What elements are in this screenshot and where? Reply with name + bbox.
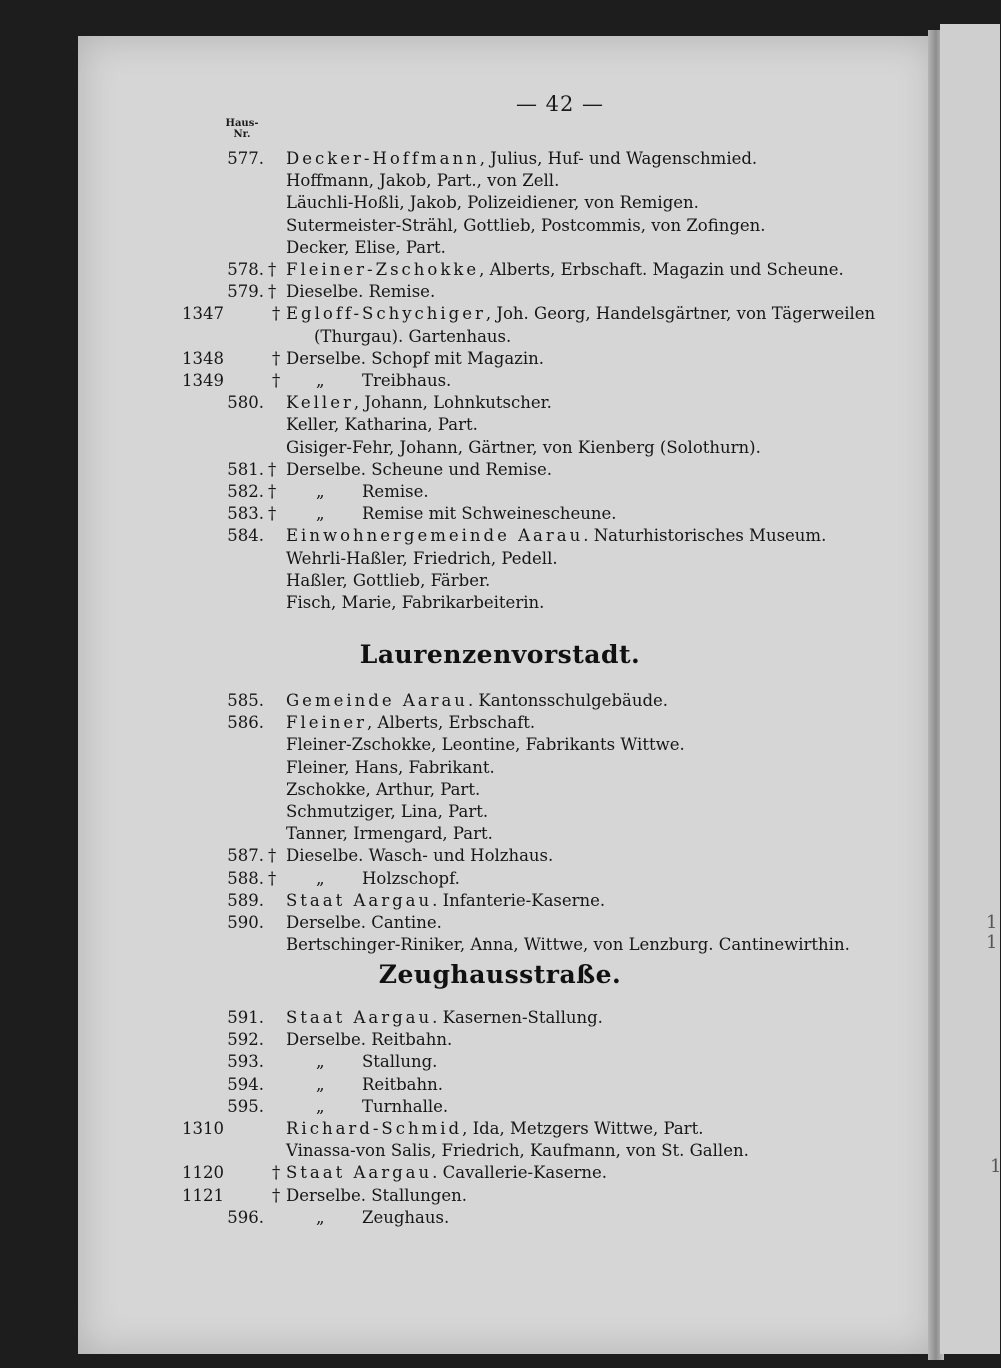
directory-row bbox=[0, 525, 1000, 547]
entry-text bbox=[286, 690, 668, 712]
page-number: — 42 — bbox=[515, 92, 605, 116]
entry-text bbox=[286, 734, 685, 756]
owner-name: Fleiner bbox=[286, 713, 368, 733]
entry-details: Derselbe. Reitbahn. bbox=[286, 1030, 453, 1050]
facing-page-mark: 1 bbox=[990, 1156, 1001, 1177]
ditto-mark: „ bbox=[316, 482, 325, 501]
entry-text bbox=[314, 326, 511, 348]
entry-details: Haßler, Gottlieb, Färber. bbox=[286, 570, 491, 590]
owner-name: Richard-Schmid bbox=[286, 1119, 463, 1138]
entry-text bbox=[286, 1185, 467, 1207]
directory-row bbox=[0, 845, 1000, 867]
directory-row bbox=[0, 503, 1000, 525]
directory-row bbox=[0, 570, 1000, 592]
directory-row bbox=[0, 170, 1000, 192]
entry-text bbox=[286, 170, 559, 192]
owner-name: Staat Aargau bbox=[286, 890, 433, 910]
house-number: 580. bbox=[227, 393, 264, 413]
ditto-mark: „ bbox=[316, 371, 325, 390]
entry-text bbox=[286, 148, 757, 170]
directory-row bbox=[0, 1007, 1000, 1029]
house-number: 586. bbox=[227, 713, 264, 733]
entry-text bbox=[286, 237, 446, 259]
directory-row bbox=[0, 370, 1000, 392]
entry-text bbox=[286, 1007, 603, 1029]
directory-row bbox=[0, 690, 1000, 712]
entry-details: Tanner, Irmengard, Part. bbox=[286, 824, 493, 844]
dagger-mark: † bbox=[272, 1163, 281, 1183]
entry-details: Läuchli-Hoßli, Jakob, Polizeidiener, von Remigen. bbox=[286, 193, 699, 213]
entry-text bbox=[286, 779, 480, 801]
directory-row bbox=[0, 823, 1000, 845]
entry-details: , Alberts, Erbschaft. Magazin und Scheune. bbox=[479, 260, 844, 279]
house-number: 592. bbox=[227, 1030, 264, 1050]
house-number: 585. bbox=[227, 691, 264, 710]
directory-row bbox=[0, 326, 1000, 348]
entry-details: Remise mit Schweinescheune. bbox=[362, 504, 617, 524]
directory-row bbox=[0, 459, 1000, 481]
entry-details: Zeughaus. bbox=[362, 1207, 450, 1227]
entry-details: . Naturhistorisches Museum. bbox=[583, 526, 827, 546]
directory-row bbox=[0, 801, 1000, 823]
entry-text bbox=[286, 1162, 607, 1184]
directory-row bbox=[0, 934, 1000, 956]
entry-text bbox=[286, 592, 544, 614]
directory-row bbox=[0, 890, 1000, 912]
directory-row bbox=[0, 548, 1000, 570]
entry-text bbox=[286, 1074, 443, 1096]
ditto-mark: „ bbox=[316, 504, 325, 524]
dagger-mark: † bbox=[272, 1185, 281, 1205]
dagger-mark: † bbox=[268, 459, 277, 479]
entry-details: Zschokke, Arthur, Part. bbox=[286, 779, 481, 799]
directory-row bbox=[0, 237, 1000, 259]
entry-text bbox=[286, 1029, 452, 1051]
entry-text bbox=[286, 570, 490, 592]
directory-row bbox=[0, 148, 1000, 170]
house-number: 593. bbox=[227, 1052, 264, 1072]
dagger-mark: † bbox=[268, 846, 277, 866]
entry-text bbox=[286, 801, 488, 823]
facing-page-mark: 1 bbox=[986, 912, 998, 933]
directory-row bbox=[0, 757, 1000, 779]
building-number: 1347 bbox=[182, 304, 224, 324]
directory-row bbox=[0, 414, 1000, 436]
directory-row bbox=[0, 1118, 1000, 1140]
house-number: 590. bbox=[227, 913, 264, 932]
entry-text bbox=[286, 414, 478, 436]
entry-details: Bertschinger-Riniker, Anna, Wittwe, von Lenzburg. Cantinewirthin. bbox=[286, 935, 850, 955]
house-number: 583. bbox=[227, 504, 264, 524]
directory-row bbox=[0, 592, 1000, 614]
entry-text bbox=[286, 868, 460, 890]
entry-details: Derselbe. Cantine. bbox=[286, 913, 442, 932]
entry-text bbox=[286, 481, 429, 503]
directory-row bbox=[0, 779, 1000, 801]
section-heading: Zeughausstraße. bbox=[378, 960, 622, 989]
entry-text bbox=[286, 1118, 703, 1140]
entry-details: Fleiner, Hans, Fabrikant. bbox=[286, 757, 495, 777]
directory-row bbox=[0, 348, 1000, 370]
house-number: 589. bbox=[227, 890, 264, 910]
entry-details: . Kantonsschulgebäude. bbox=[467, 691, 669, 710]
entry-text bbox=[286, 1096, 448, 1118]
directory-row bbox=[0, 1051, 1000, 1073]
entry-details: Vinassa-von Salis, Friedrich, Kaufmann, von St. Gallen. bbox=[286, 1141, 749, 1161]
ditto-mark: „ bbox=[316, 1207, 325, 1227]
house-number: 579. bbox=[227, 282, 264, 302]
ditto-mark: „ bbox=[316, 1096, 325, 1116]
entry-text bbox=[286, 757, 495, 779]
house-number: 578. bbox=[227, 260, 264, 279]
house-number: 594. bbox=[227, 1074, 264, 1094]
entry-text bbox=[286, 281, 435, 303]
house-number: 588. bbox=[227, 868, 264, 888]
directory-row bbox=[0, 1140, 1000, 1162]
entry-details: (Thurgau). Gartenhaus. bbox=[314, 326, 512, 346]
entry-details: . Kasernen-Stallung. bbox=[432, 1008, 603, 1027]
dagger-mark: † bbox=[268, 260, 277, 279]
owner-name: Staat Aargau bbox=[286, 1008, 433, 1027]
building-number: 1349 bbox=[182, 371, 224, 390]
entry-details: Dieselbe. Remise. bbox=[286, 282, 436, 302]
entry-details: Fisch, Marie, Fabrikarbeiterin. bbox=[286, 593, 545, 612]
house-number: 584. bbox=[227, 526, 264, 546]
entry-text bbox=[286, 1140, 749, 1162]
directory-row bbox=[0, 1207, 1000, 1229]
entry-text bbox=[286, 934, 850, 956]
entry-details: Schmutziger, Lina, Part. bbox=[286, 802, 489, 821]
directory-row bbox=[0, 303, 1000, 325]
owner-name: Fleiner-Zschokke bbox=[286, 260, 480, 279]
house-number: 577. bbox=[227, 149, 264, 168]
dagger-mark: † bbox=[268, 504, 277, 524]
entry-text bbox=[286, 525, 826, 547]
directory-row bbox=[0, 1162, 1000, 1184]
entry-details: , Joh. Georg, Handelsgärtner, von Tägerweilen bbox=[485, 304, 876, 324]
entry-text bbox=[286, 303, 875, 325]
directory-row bbox=[0, 437, 1000, 459]
entry-details: Derselbe. Schopf mit Magazin. bbox=[286, 348, 544, 368]
entry-text bbox=[286, 503, 616, 525]
entry-text bbox=[286, 1051, 437, 1073]
entry-details: Fleiner-Zschokke, Leontine, Fabrikants Wittwe. bbox=[286, 735, 685, 755]
directory-row bbox=[0, 192, 1000, 214]
house-number: 591. bbox=[227, 1008, 264, 1027]
dagger-mark: † bbox=[268, 482, 277, 501]
entry-text bbox=[286, 912, 442, 934]
entry-details: . Cavallerie-Kaserne. bbox=[432, 1163, 608, 1183]
owner-name: Einwohnergemeinde Aarau bbox=[286, 526, 584, 546]
entry-text bbox=[286, 192, 699, 214]
ditto-mark: „ bbox=[316, 868, 325, 888]
entry-text bbox=[286, 437, 761, 459]
entry-text bbox=[286, 259, 844, 281]
entry-details: Wehrli-Haßler, Friedrich, Pedell. bbox=[286, 548, 558, 568]
owner-name: Staat Aargau bbox=[286, 1163, 433, 1183]
owner-name: Egloff-Schychiger bbox=[286, 304, 486, 324]
dagger-mark: † bbox=[268, 868, 277, 888]
dagger-mark: † bbox=[272, 371, 281, 390]
entry-details: Dieselbe. Wasch- und Holzhaus. bbox=[286, 846, 554, 866]
entry-details: Holzschopf. bbox=[362, 868, 460, 888]
entry-details: Decker, Elise, Part. bbox=[286, 237, 446, 257]
house-number: 596. bbox=[227, 1207, 264, 1227]
directory-row bbox=[0, 1029, 1000, 1051]
owner-name: Decker-Hoffmann bbox=[286, 149, 480, 168]
dagger-mark: † bbox=[272, 304, 281, 324]
entry-details: , Julius, Huf- und Wagenschmied. bbox=[479, 149, 758, 168]
directory-row bbox=[0, 1185, 1000, 1207]
building-number: 1310 bbox=[182, 1119, 224, 1138]
entry-text bbox=[286, 845, 553, 867]
entry-details: Derselbe. Stallungen. bbox=[286, 1185, 467, 1205]
entry-text bbox=[286, 459, 552, 481]
ditto-mark: „ bbox=[316, 1074, 325, 1094]
section-heading: Laurenzenvorstadt. bbox=[359, 640, 641, 669]
entry-details: Stallung. bbox=[362, 1052, 438, 1072]
house-number: 582. bbox=[227, 482, 264, 501]
facing-page-mark: 1 bbox=[986, 932, 998, 953]
building-number: 1121 bbox=[182, 1185, 224, 1205]
dagger-mark: † bbox=[268, 282, 277, 302]
entry-text bbox=[286, 370, 451, 392]
owner-name: Keller bbox=[286, 393, 354, 413]
entry-details: , Johann, Lohnkutscher. bbox=[353, 393, 552, 413]
entry-details: Gisiger-Fehr, Johann, Gärtner, von Kienberg (Solothurn). bbox=[286, 437, 761, 457]
entry-details: Sutermeister-Strähl, Gottlieb, Postcommis, von Zofingen. bbox=[286, 215, 766, 235]
building-number: 1348 bbox=[182, 348, 224, 368]
ditto-mark: „ bbox=[316, 1052, 325, 1072]
directory-row bbox=[0, 281, 1000, 303]
directory-row bbox=[0, 1096, 1000, 1118]
building-number: 1120 bbox=[182, 1163, 224, 1183]
entry-text bbox=[286, 215, 766, 237]
entry-details: . Infanterie-Kaserne. bbox=[432, 890, 606, 910]
entry-details: Reitbahn. bbox=[362, 1074, 443, 1094]
entry-text bbox=[286, 890, 605, 912]
entry-text bbox=[286, 712, 535, 734]
house-number: 587. bbox=[227, 846, 264, 866]
directory-row bbox=[0, 215, 1000, 237]
directory-row bbox=[0, 259, 1000, 281]
owner-name: Gemeinde Aarau bbox=[286, 691, 468, 710]
directory-row bbox=[0, 392, 1000, 414]
entry-details: Derselbe. Scheune und Remise. bbox=[286, 459, 553, 479]
entry-details: Treibhaus. bbox=[362, 371, 452, 390]
entry-text bbox=[286, 348, 544, 370]
entry-text bbox=[286, 548, 558, 570]
entry-text bbox=[286, 823, 493, 845]
directory-row bbox=[0, 912, 1000, 934]
house-number: 581. bbox=[227, 459, 264, 479]
entry-details: , Ida, Metzgers Wittwe, Part. bbox=[462, 1119, 704, 1138]
entry-details: , Alberts, Erbschaft. bbox=[367, 713, 536, 733]
entry-details: Keller, Katharina, Part. bbox=[286, 415, 478, 435]
dagger-mark: † bbox=[272, 348, 281, 368]
directory-row bbox=[0, 712, 1000, 734]
entry-details: Hoffmann, Jakob, Part., von Zell. bbox=[286, 171, 560, 191]
entry-details: Turnhalle. bbox=[362, 1096, 449, 1116]
entry-text bbox=[286, 1207, 449, 1229]
directory-row bbox=[0, 734, 1000, 756]
entry-details: Remise. bbox=[362, 482, 429, 501]
directory-row bbox=[0, 481, 1000, 503]
house-number-column-header: Haus- Nr. bbox=[225, 118, 259, 140]
directory-row bbox=[0, 1074, 1000, 1096]
entry-text bbox=[286, 392, 552, 414]
house-number: 595. bbox=[227, 1096, 264, 1116]
directory-row bbox=[0, 868, 1000, 890]
